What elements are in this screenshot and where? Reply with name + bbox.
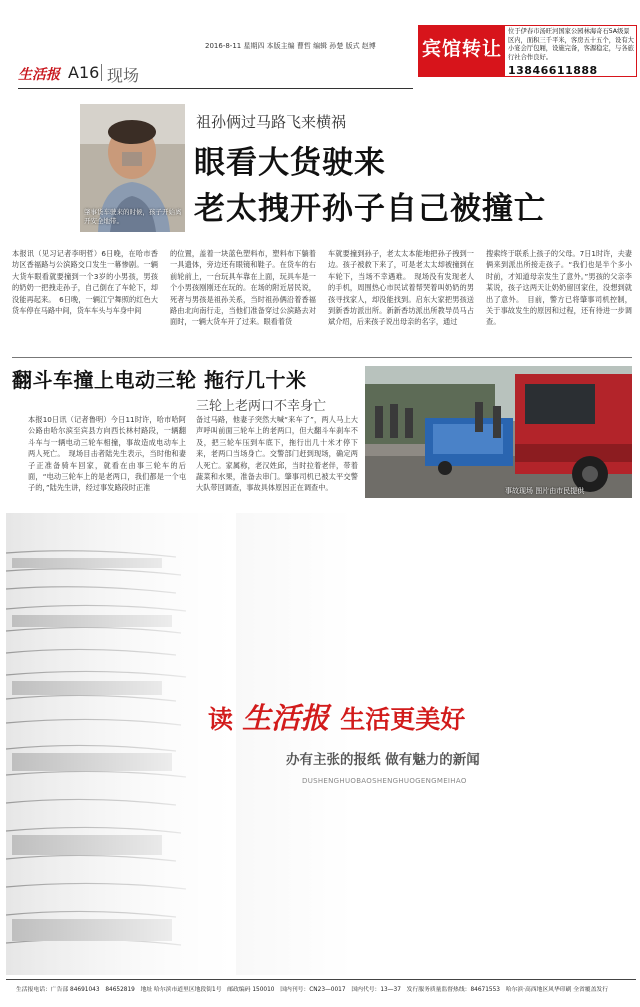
promo-slogan-text: 生活更美好	[340, 705, 466, 734]
newspaper-stack-illustration	[6, 513, 236, 975]
promo-word-read: 读	[208, 705, 234, 734]
promo-slogan	[208, 696, 465, 737]
story1-photo	[80, 104, 185, 232]
page-label: A16	[68, 63, 100, 82]
story1-column-1: 本报讯（见习记者李明哲）6日晚，在哈市香坊区香福路与公滨路交口发生一幕惨剧。一辆大货车眼看就要撞到一个3岁的小男孩，男孩的奶奶一把拽走孙子，自己倒在了车轮下，却没能再起来。 6日晚，一辆江宁舞照的红色大货车停在马路中间，货车车头与车身中间	[12, 249, 158, 316]
story2-column-2: 备过马路，他妻子突然大喊“来车了”，两人马上大声呼叫前面三轮车上的老两口，但大翻斗车刹车不及，把三轮车压到车底下，拖行出几十米才停下来，老两口当场身亡。交警部门赶到现场，确定两人死亡。家属称，老汉姓邱，当时拉着老伴，带着蔬菜和水果，准备去串门。肇事司机已被太平交警大队带回调查，事故具体原因正在调查中。	[196, 415, 358, 493]
date-line: 2016-8-11 星期四 本版主编 曹哲 编辑 孙楚 版式 赵博	[205, 42, 376, 50]
story1-column-3: 车就要撞到孙子，老太太本能地把孙子拽到一边。孩子被救下来了，可是老太太却被撞到在车轮下，当场不幸遇难。 现场没有发现老人的手机，周围热心市民试着帮哭着叫奶奶的男孩寻找家人，却没能找到。启东大家把男孩送到新香坊派出所。新新香坊派出所教导员马占斌介绍，后来孩子说出母亲的名字，通过	[328, 249, 474, 327]
story1-photo-caption: 肇事货车驶来的时候，孩子开始离开安全地带。	[84, 208, 182, 225]
masthead	[18, 60, 413, 86]
story1-kicker: 祖孙俩过马路飞来横祸	[196, 113, 347, 131]
story1-headline-2: 老太拽开孙子自己被撞亡	[194, 191, 546, 227]
promo-pinyin: DUSHENGHUOBAOSHENGHUOGENGMEIHAO	[302, 777, 467, 785]
story1-column-2: 的位置，盖着一块蓝色塑料布，塑料布下躺着一具遗体，旁边还有眼镜和鞋子。在货车的右前轮前上，一台玩具车靠在上面，玩具车是一个小男孩刚刚还在玩的。在场的附近居民说，死者与男孩是祖孙关系，当时祖孙俩沿着香福路由北向南行走，当他们准备穿过公滨路去对面时，一辆大货车开了过来。眼看着货	[170, 249, 316, 327]
masthead-divider	[101, 64, 102, 81]
story1-headline-1: 眼看大货驶来	[194, 145, 386, 181]
footer-rule	[6, 979, 636, 980]
story2-subhead: 三轮上老两口不幸身亡	[196, 399, 327, 414]
promo-banner	[6, 513, 636, 975]
paper-logo: 生活报	[18, 67, 60, 83]
story2-photo-caption: 事故现场 图片由市民提供	[505, 487, 585, 495]
story2-photo	[365, 366, 632, 498]
accident-photo-illustration	[365, 366, 632, 498]
story-divider	[12, 357, 632, 358]
hotel-ad-title: 宾馆转让	[422, 38, 503, 60]
story1-column-4: 搜索终于联系上孩子的父母。7日1时许，夫妻俩来到派出所接走孩子。“我们也是半个多小时前，才知道母亲发生了意外。”男孩的父亲李某说，孩子这两天让奶奶留回家住，没想到就出了意外。 目前，警方已将肇事司机控制，关于事故发生的原因和过程，还有待进一步调查。	[486, 249, 632, 327]
hotel-ad-body: 位于伊春市汤旺河国家公园林海奇石5A级景区内，面积三千平米，客房五十五个，设有大小宴会厅包厢，设施完备，客源稳定，与各旅行社合作良好。	[508, 28, 634, 61]
section-label: 现场	[107, 66, 140, 85]
story2-headline: 翻斗车撞上电动三轮 拖行几十米	[12, 368, 307, 392]
footer-info: 生活报电话：广告部 84691043 84652819 地址 哈尔滨市道里区地段街1号 邮政编码 150010 国内刊号：CN23—0017 国内代号：13—37 发行服务质量监督热线：84671553 哈尔滨·高西地区风华印刷 全省覆盖发行	[16, 987, 608, 993]
story2-column-1: 本报10日讯（记者鲁明）今日11时许，哈市哈阿公路由哈尔滨至宾县方向西长林村路段，一辆翻斗车与一辆电动三轮车相撞，事故造成电动车上两人死亡。 现场目击者陆先生表示，当时他和妻子正准备骑车回家，就看在由事三轮车的后面，“电动三轮车上的是老两口，我们都是一个屯子的，”陆先生讲，经过事发路段时正准	[28, 415, 186, 493]
masthead-rule	[18, 88, 413, 89]
promo-tagline: 办有主张的报纸 做有魅力的新闻	[286, 752, 480, 768]
hotel-ad-title-block	[419, 26, 505, 76]
promo-paper-logo: 生活报	[242, 701, 330, 735]
hotel-ad-phone: 13846611888	[508, 64, 598, 77]
